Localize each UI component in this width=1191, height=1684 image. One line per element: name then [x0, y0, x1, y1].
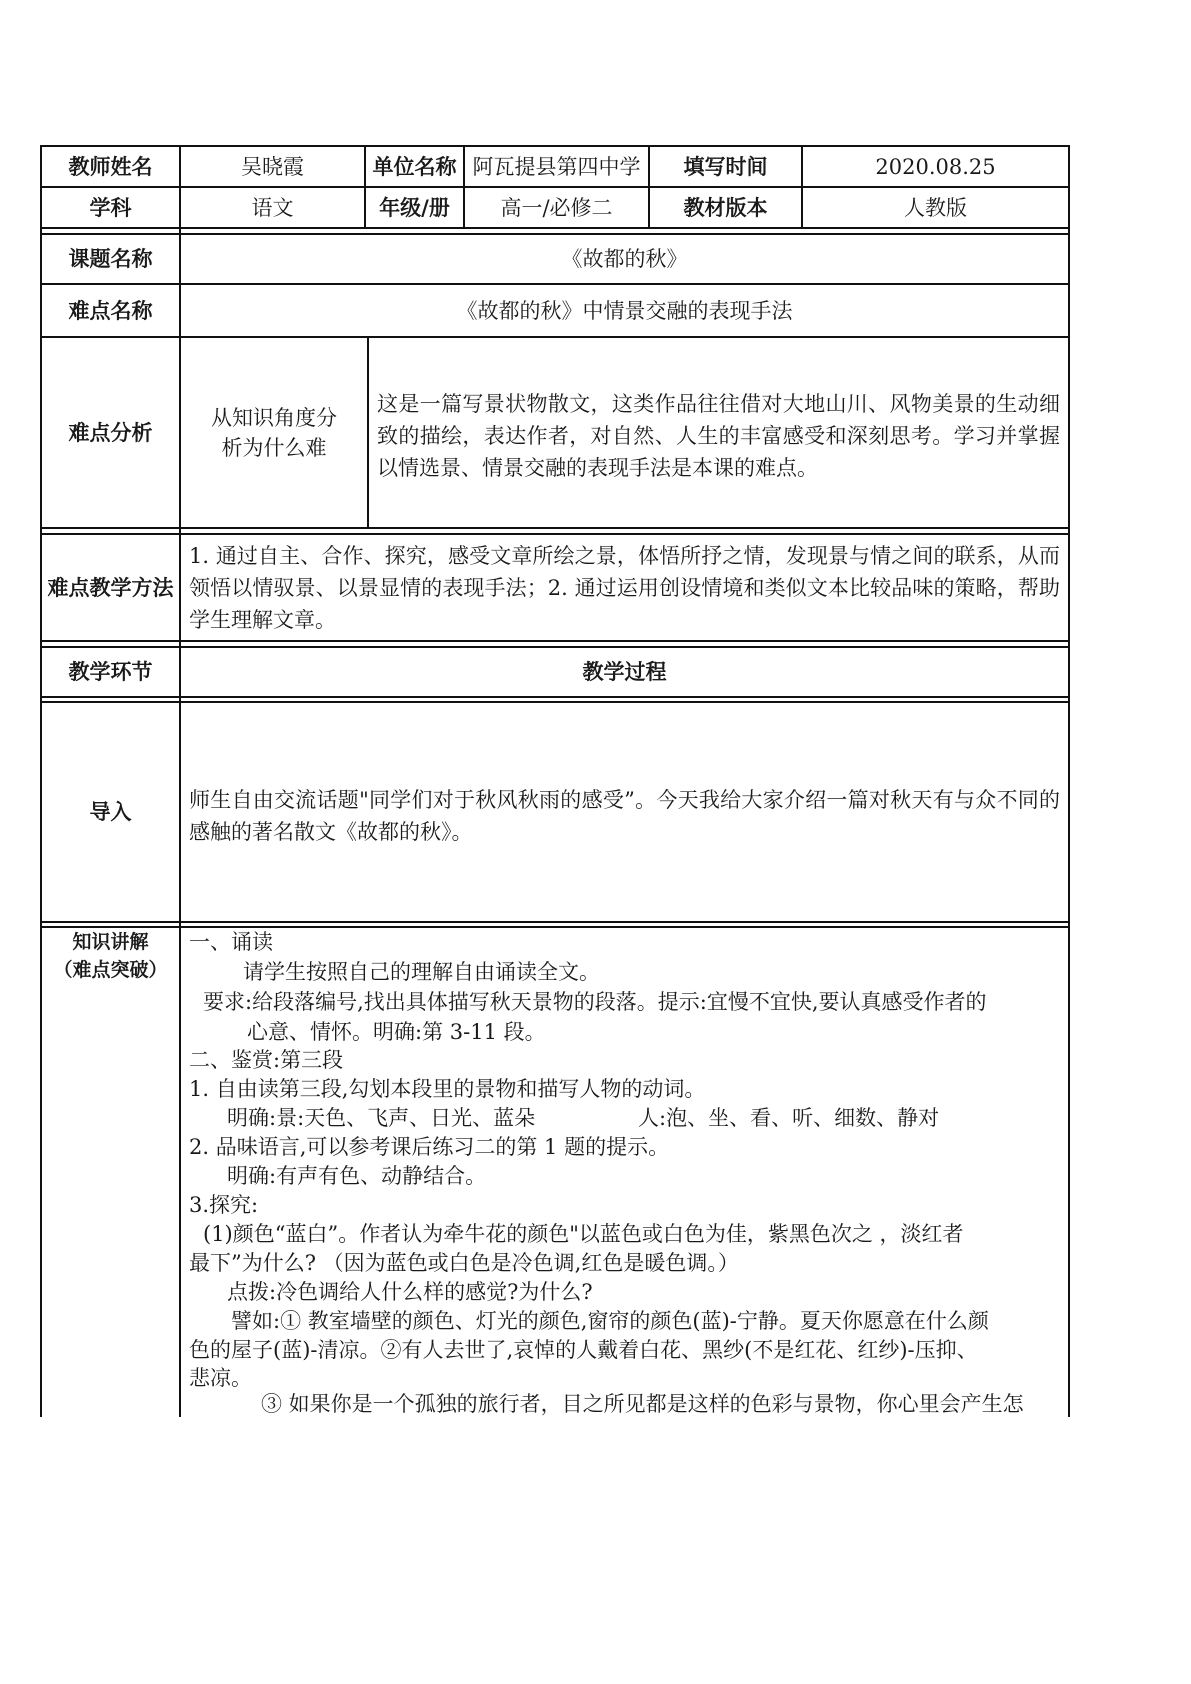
rule	[41, 640, 1070, 642]
analysis-sub-label: 从知识角度分析为什么难	[211, 405, 337, 460]
knowledge-line: 1. 自由读第三段,勾划本段里的景物和描写人物的动词。	[189, 1077, 706, 1101]
intro-text: 师生自由交流话题"同学们对于秋风秋雨的感受”。今天我给大家介绍一篇对秋天有与众不同的感触的著名散文《故都的秋》。	[189, 788, 1060, 844]
knowledge-line: (1)颜色“蓝白”。作者认为牵牛花的颜色"以蓝色或白色为佳，紫黑色次之 ，淡红者	[203, 1222, 964, 1246]
rule	[367, 336, 369, 528]
edition-value: 人教版	[904, 195, 967, 220]
rule	[41, 527, 1070, 529]
rule	[41, 701, 1070, 703]
grade-value: 高一/必修二	[500, 195, 613, 220]
method-text: 1. 通过自主、合作、探究，感受文章所绘之景，体悟所抒之情，发现景与情之间的联系，从而领悟以情驭景、以景显情的表现手法；2. 通过运用创设情境和类似文本比较品味的策略，帮助学生理解文章。	[189, 544, 1060, 632]
knowledge-line: 3.探究:	[189, 1193, 259, 1217]
subject-label: 学科	[89, 195, 132, 220]
knowledge-line: 色的屋子(蓝)-清凉。②有人去世了,哀悼的人戴着白花、黑纱(不是红花、红纱)-压抑、	[189, 1338, 978, 1362]
knowledge-line: 明确:景:天色、飞声、日光、蓝朵	[227, 1106, 536, 1130]
method-label: 难点教学方法	[47, 575, 174, 600]
difficulty-label: 难点名称	[68, 298, 153, 323]
knowledge-line: 2. 品味语言,可以参考课后练习二的第 1 题的提示。	[189, 1135, 670, 1159]
unit-name-value: 阿瓦提县第四中学	[472, 154, 641, 179]
rule	[41, 227, 1070, 229]
analysis-label: 难点分析	[68, 420, 153, 445]
fill-date-value: 2020.08.25	[875, 154, 996, 179]
fill-date-label: 填写时间	[683, 154, 768, 179]
rule	[41, 921, 1070, 923]
process-title: 教学过程	[582, 660, 667, 684]
knowledge-line: 悲凉。	[189, 1366, 252, 1390]
subject-value: 语文	[251, 195, 294, 220]
knowledge-line: 心意、情怀。明确:第 3-11 段。	[247, 1020, 546, 1044]
intro-label: 导入	[89, 800, 132, 824]
knowledge-label	[42, 928, 179, 984]
knowledge-line: 点拨:冷色调给人什么样的感觉?为什么?	[227, 1280, 593, 1304]
knowledge-line: 请学生按照自己的理解自由诵读全文。	[243, 960, 600, 984]
knowledge-line: 人:泡、坐、看、听、细数、静对	[638, 1106, 940, 1130]
teacher-name-value: 吴晓霞	[241, 154, 304, 179]
rule	[41, 533, 1070, 535]
teacher-name-label: 教师姓名	[68, 154, 153, 179]
difficulty-value: 《故都的秋》中情景交融的表现手法	[456, 298, 793, 323]
unit-name-label: 单位名称	[372, 154, 457, 179]
knowledge-line: 要求:给段落编号,找出具体描写秋天景物的段落。提示:宜慢不宜快,要认真感受作者的	[203, 990, 987, 1014]
knowledge-line: 二、鉴赏:第三段	[189, 1048, 344, 1072]
knowledge-label-line2: （难点突破）	[53, 959, 168, 981]
topic-label: 课题名称	[68, 247, 153, 271]
edition-label: 教材版本	[683, 195, 768, 220]
grade-label: 年级/册	[379, 195, 450, 220]
knowledge-line: 譬如:① 教室墙壁的颜色、灯光的颜色,窗帘的颜色(蓝)-宁静。夏天你愿意在什么颜	[231, 1309, 989, 1333]
rule	[41, 696, 1070, 698]
knowledge-line: 明确:有声有色、动静结合。	[227, 1164, 487, 1188]
knowledge-label-line1: 知识讲解	[72, 931, 149, 953]
rule	[1068, 145, 1070, 1417]
knowledge-line: ③ 如果你是一个孤独的旅行者，目之所见都是这样的色彩与景物，你心里会产生怎	[261, 1392, 1024, 1416]
analysis-text: 这是一篇写景状物散文，这类作品往往借对大地山川、风物美景的生动细致的描绘，表达作者，对自然、人生的丰富感受和深刻思考。学习并掌握以情选景、情景交融的表现手法是本课的难点。	[377, 392, 1060, 480]
process-stage-label: 教学环节	[68, 660, 153, 684]
knowledge-line: 一、诵读	[189, 930, 273, 954]
topic-value: 《故都的秋》	[561, 247, 688, 271]
knowledge-line: 最下”为什么? （因为蓝色或白色是冷色调,红色是暖色调。）	[189, 1251, 739, 1275]
